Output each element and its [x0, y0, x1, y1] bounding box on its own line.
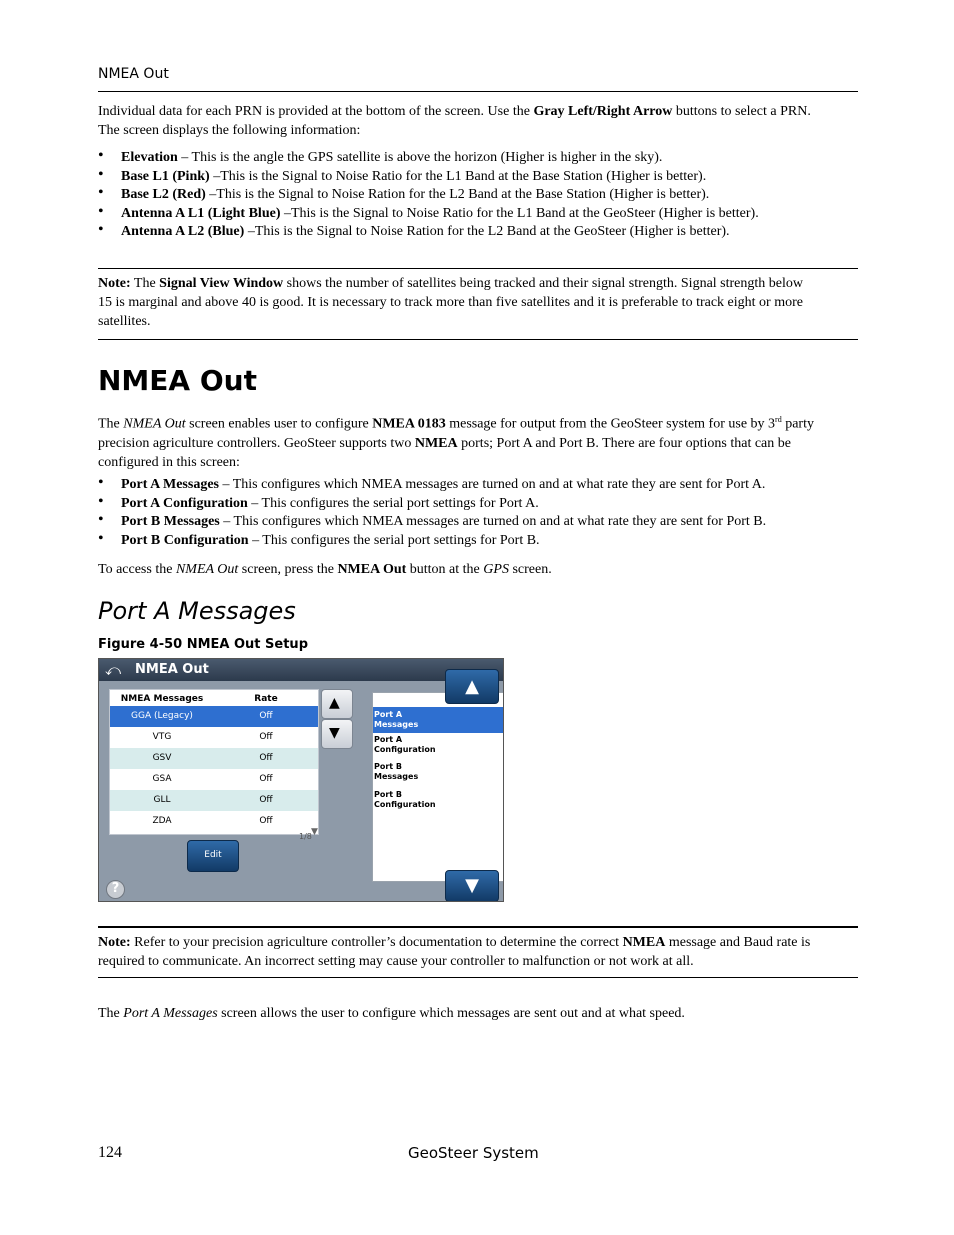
- triangle-up-icon: ▲: [465, 676, 479, 697]
- column-header-messages: NMEA Messages: [120, 694, 204, 704]
- list-item: • Elevation – This is the angle the GPS satellite is above the horizon (Higher is higher in the sky).: [98, 147, 663, 165]
- cell-rate: Off: [259, 816, 273, 826]
- help-icon: ?: [111, 881, 120, 896]
- list-item: • Port A Configuration – This configures the serial port settings for Port A.: [98, 492, 539, 511]
- menu-item-port-a-configuration[interactable]: Port A Configuration: [374, 735, 436, 754]
- table-row[interactable]: [110, 727, 318, 748]
- nmea-out-screenshot: [98, 658, 504, 902]
- cell-rate: Off: [259, 795, 273, 805]
- menu-item-port-b-configuration[interactable]: Port B Configuration: [374, 790, 436, 809]
- cell-message: GLL: [153, 795, 171, 805]
- note-rule-bottom: [98, 339, 858, 340]
- table-row[interactable]: [110, 769, 318, 790]
- triangle-down-icon: ▼: [465, 875, 479, 896]
- list-item: • Port B Configuration – This configures the serial port settings for Port B.: [98, 529, 540, 548]
- cell-message: GSA: [152, 774, 172, 784]
- menu-up-button[interactable]: [445, 669, 499, 704]
- page-indicator: 1/8: [299, 832, 312, 841]
- access-instructions: To access the NMEA Out screen, press the NMEA Out button at the GPS screen.: [98, 562, 552, 577]
- note-rule-top: [98, 268, 858, 269]
- column-header-rate: Rate: [254, 694, 278, 704]
- back-arrow-icon[interactable]: ⤺: [105, 661, 122, 679]
- menu-item-port-a-messages[interactable]: Port A Messages: [373, 707, 503, 733]
- help-button[interactable]: [106, 880, 125, 899]
- intro-paragraph: Individual data for each PRN is provided at the bottom of the screen. Use the Gray Left/Right Arrow buttons to select a PRN. The screen displays the following information:: [98, 104, 811, 138]
- closing-paragraph: The Port A Messages screen allows the user to configure which messages are sent out and at what speed.: [98, 1006, 685, 1021]
- table-row[interactable]: [110, 748, 318, 769]
- list-item: • Base L1 (Pink) –This is the Signal to Noise Ratio for the L1 Band at the Base Station (Higher is better).: [98, 165, 707, 184]
- screen-title: NMEA Out: [135, 662, 209, 677]
- page-down-icon[interactable]: ▼: [311, 827, 318, 837]
- section-title: NMEA Out: [98, 364, 257, 397]
- note-controller-docs: Note: Refer to your precision agriculture controller’s documentation to determine the correct NMEA message and Baud rate is required to communicate. An incorrect setting may cause your controller to malfunction or not work at all.: [98, 935, 811, 969]
- cell-message: GGA (Legacy): [131, 711, 193, 721]
- note-signal-view: Note: The Signal View Window shows the number of satellites being tracked and their signal strength. Signal strength below 15 is marginal and above 40 is good. It is necessary to track more than five satellites and it is preferable to track eight or more satellites.: [98, 276, 803, 329]
- menu-item-port-b-messages[interactable]: Port B Messages: [374, 762, 419, 781]
- cell-rate: Off: [259, 732, 273, 742]
- cell-rate: Off: [259, 753, 273, 763]
- list-item: • Port B Messages – This configures which NMEA messages are turned on and at what rate they are sent for Port B.: [98, 511, 767, 530]
- cell-rate: Off: [259, 774, 273, 784]
- cell-message: GSV: [152, 753, 172, 763]
- subsection-title: Port A Messages: [98, 597, 296, 625]
- list-item: • Antenna A L1 (Light Blue) –This is the Signal to Noise Ratio for the L1 Band at the GeoSteer (Higher is better).: [98, 202, 759, 221]
- table-row[interactable]: [110, 811, 318, 832]
- nmea-messages-table: [109, 689, 319, 835]
- cell-message: VTG: [152, 732, 172, 742]
- list-item: • Antenna A L2 (Blue) –This is the Signal to Noise Ration for the L2 Band at the GeoSteer (Higher is better).: [98, 221, 730, 240]
- screen-title-bar: [99, 659, 503, 681]
- intro-bullet-list: [98, 149, 858, 242]
- note2-rule-bottom: [98, 977, 858, 978]
- cell-message: ZDA: [152, 816, 172, 826]
- edit-button-label: Edit: [204, 850, 222, 860]
- list-item: • Base L2 (Red) –This is the Signal to Noise Ration for the L2 Band at the Base Station (Higher is better).: [98, 184, 710, 203]
- table-row[interactable]: [110, 790, 318, 811]
- menu-down-button[interactable]: [445, 870, 499, 902]
- list-item: • Port A Messages – This configures which NMEA messages are turned on and at what rate they are sent for Port A.: [98, 474, 766, 492]
- scroll-up-button[interactable]: [321, 689, 353, 719]
- cell-rate: Off: [259, 711, 273, 721]
- section-bullet-list: [98, 476, 858, 550]
- running-header: NMEA Out: [98, 66, 169, 82]
- triangle-up-icon: ▲: [329, 695, 340, 711]
- note2-rule-top: [98, 926, 858, 928]
- table-row[interactable]: [110, 706, 318, 727]
- scroll-down-button[interactable]: [321, 719, 353, 749]
- triangle-down-icon: ▼: [329, 725, 340, 741]
- figure-caption: Figure 4-50 NMEA Out Setup: [98, 637, 308, 652]
- table-header: [110, 690, 318, 706]
- footer-doc-title: GeoSteer System: [408, 1144, 539, 1162]
- header-rule: [98, 91, 858, 92]
- page-number: 124: [98, 1144, 122, 1161]
- edit-button[interactable]: [187, 840, 239, 872]
- section-paragraph: The NMEA Out screen enables user to configure NMEA 0183 message for output from the GeoSteer system for use by 3rd party precision agriculture controllers. GeoSteer supports two NMEA ports; Port A and Port B. There are four options that can be configured in this screen:: [98, 415, 814, 470]
- port-options-menu: [372, 692, 504, 882]
